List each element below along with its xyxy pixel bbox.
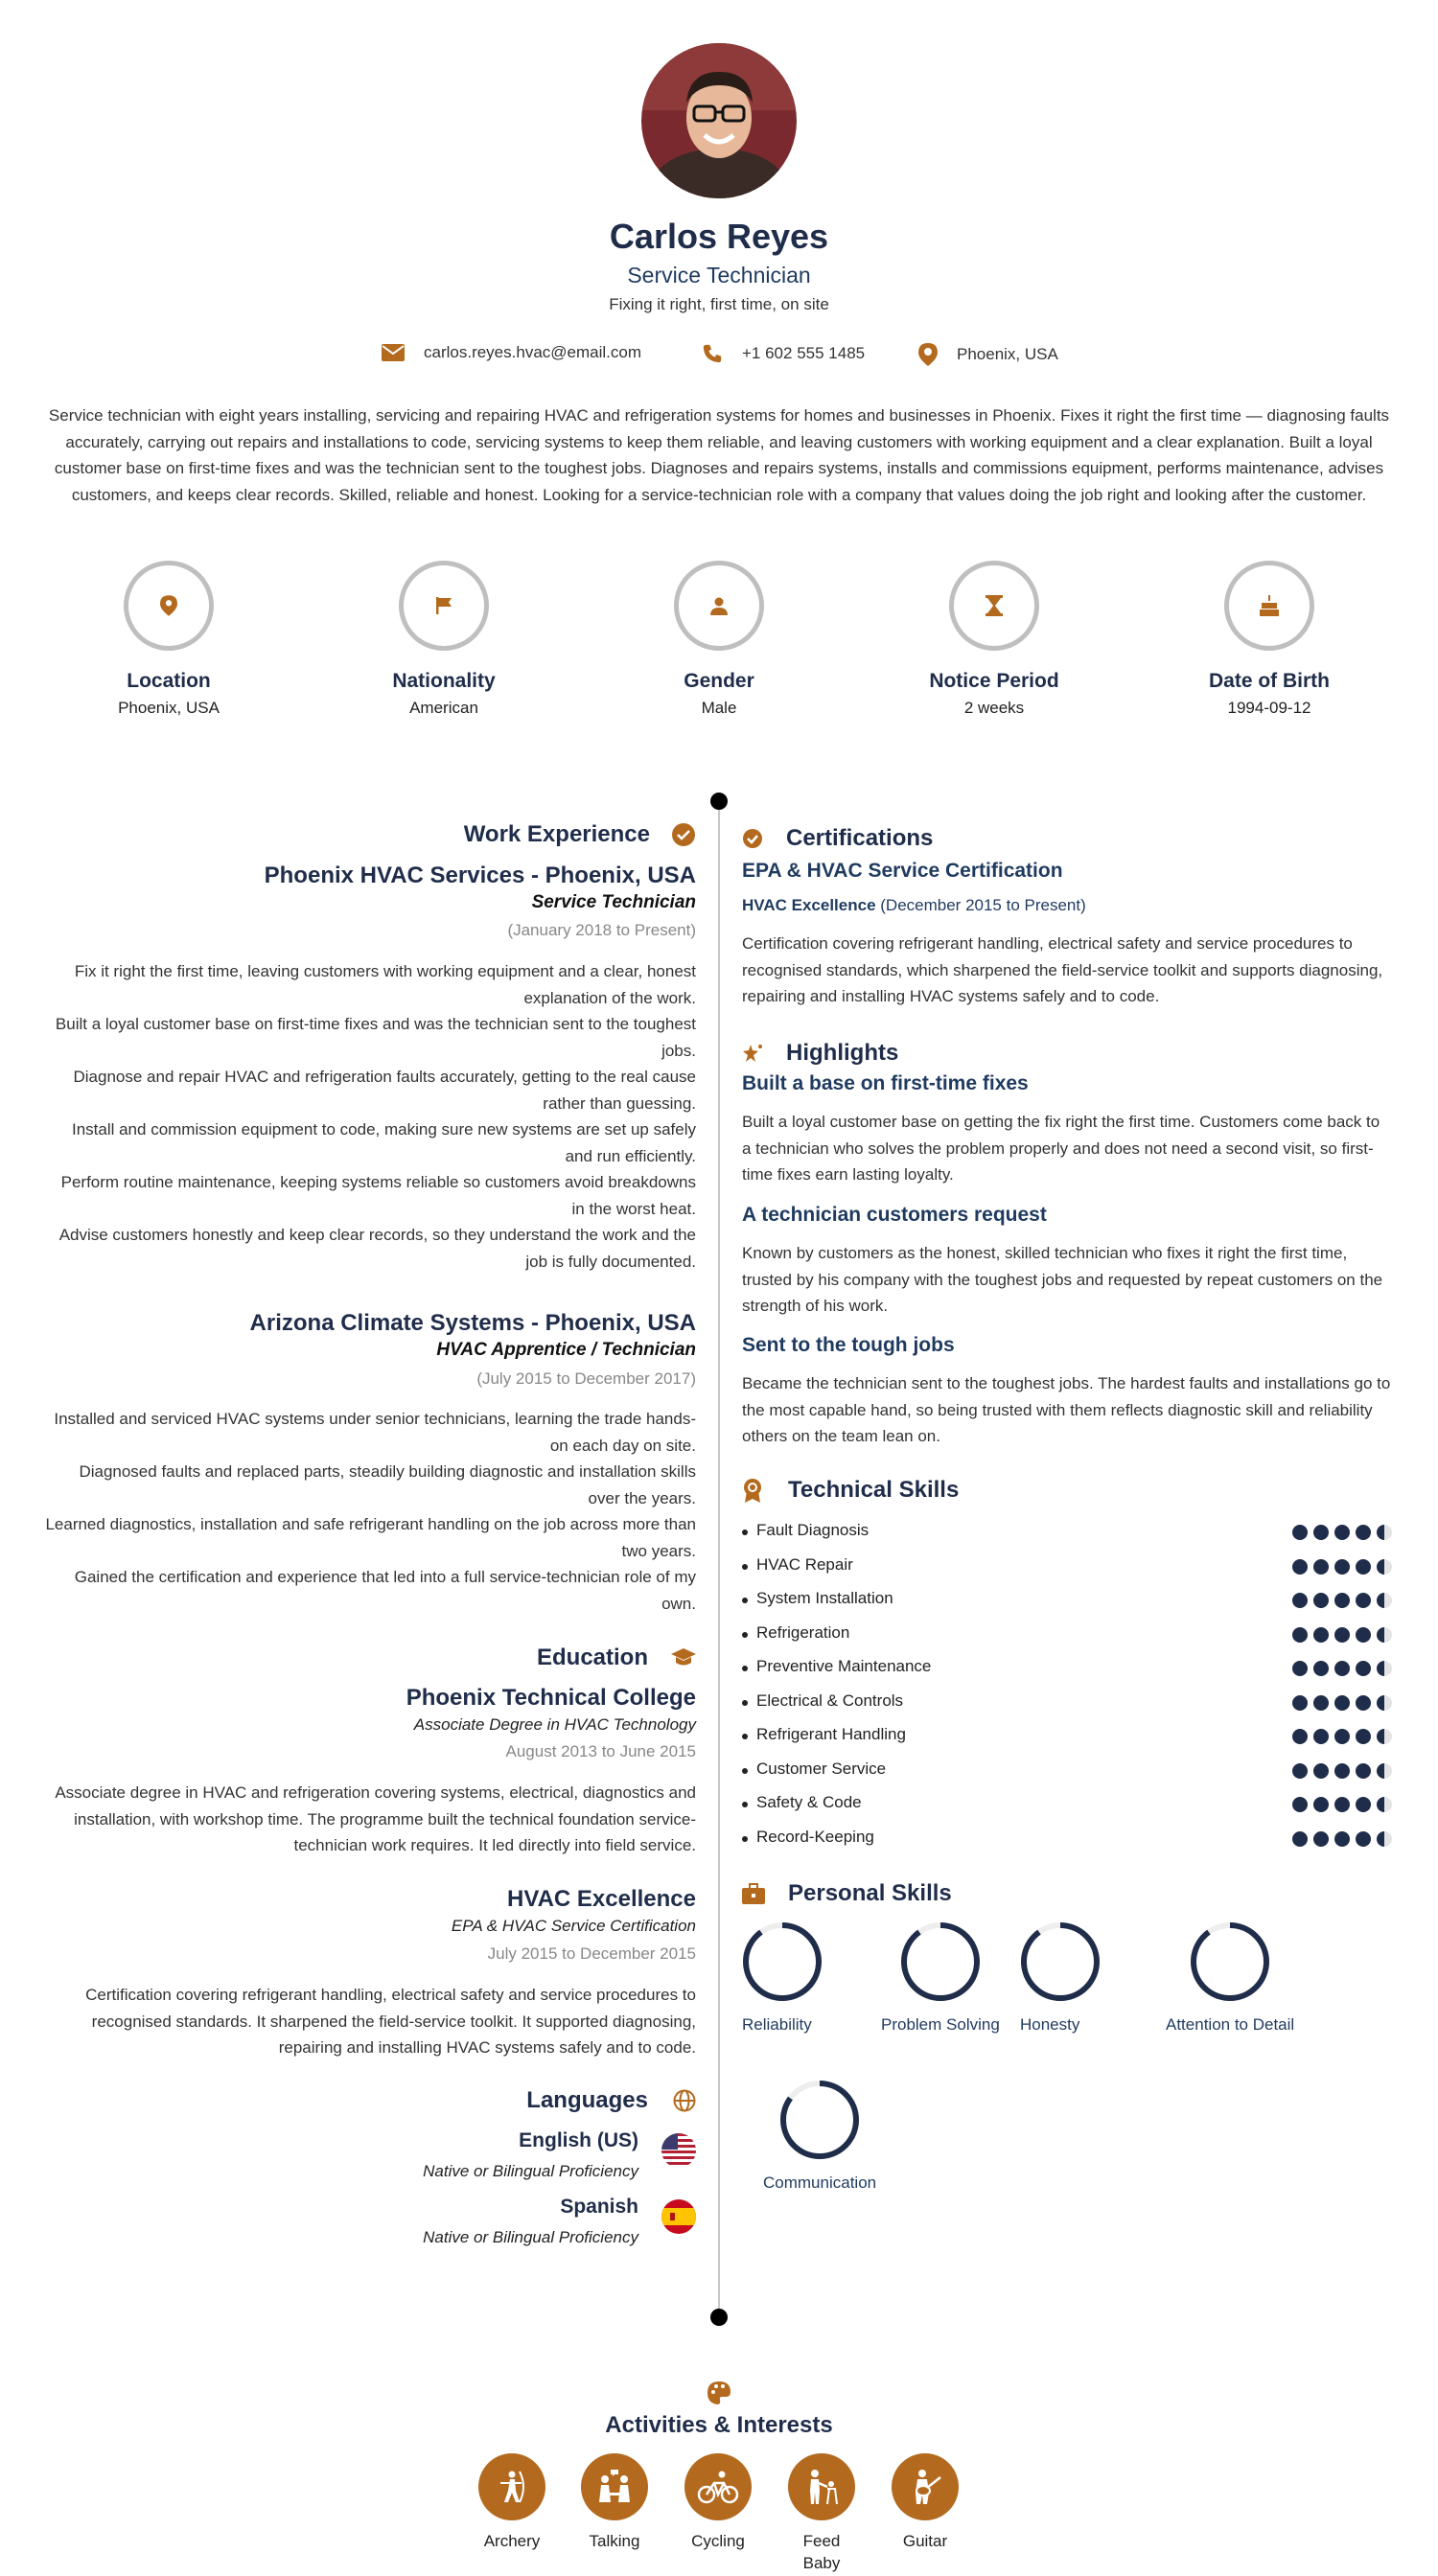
rating-dot [1377, 1559, 1392, 1575]
personal-skill [742, 1921, 823, 2035]
personal-skill-label: Attention to Detail [1166, 2015, 1295, 2034]
verified-badge-icon [671, 822, 696, 847]
education-dates: July 2015 to December 2015 [487, 1944, 696, 1963]
job-dates: (July 2015 to December 2017) [476, 1369, 696, 1388]
fact-value: Phoenix, USA [118, 699, 220, 717]
fact-gender [623, 561, 815, 718]
section-title: Technical Skills [788, 1477, 960, 1503]
skill-name: Fault Diagnosis [756, 1521, 870, 1539]
job-organization: Phoenix HVAC Services - Phoenix, USA [264, 862, 696, 888]
avatar [641, 43, 797, 198]
fact-location [73, 561, 265, 718]
phone-icon [702, 343, 723, 364]
job-bullet: Perform routine maintenance, keeping systems reliable so customers avoid breakdowns in the worst heat. [60, 1173, 696, 1218]
rating-dot [1377, 1525, 1392, 1540]
bullet-dot [742, 1530, 748, 1535]
rating-dot [1377, 1695, 1392, 1711]
phone-text: +1 602 555 1485 [742, 344, 866, 362]
rating-dot [1334, 1831, 1350, 1847]
rating-dot [1313, 1695, 1329, 1711]
rating-dot [1292, 1695, 1308, 1711]
fact-label: Date of Birth [1209, 670, 1330, 692]
technical-skill-row [742, 1793, 1392, 1816]
palette-icon [707, 2380, 731, 2405]
rating-dot [1334, 1729, 1350, 1744]
hourglass-icon [986, 595, 1003, 616]
rating-dot [1292, 1593, 1308, 1608]
personal-skill-label: Problem Solving [881, 2015, 1000, 2034]
technical-skill-row [742, 1657, 1392, 1680]
rating-dot [1292, 1627, 1308, 1643]
rating-dot [1313, 1593, 1329, 1608]
highlight-text: Known by customers as the honest, skilled technician who fixes it right the first time, trusted by his company with the toughest jobs and requested by repeat customers on the strength of his work. [742, 1244, 1383, 1315]
contact-bar [0, 343, 1438, 372]
skill-name: Customer Service [756, 1759, 887, 1778]
location-contact [918, 343, 1058, 366]
activity-label: Archery [483, 2532, 541, 2550]
technical-skill-row [742, 1725, 1392, 1748]
skill-ring [900, 1921, 981, 2002]
fact-label: Gender [684, 670, 754, 692]
rating-dot [1313, 1661, 1329, 1676]
skill-rating [1292, 1627, 1392, 1643]
activity-label: Feed Baby [802, 2532, 841, 2572]
rating-dot [1334, 1559, 1350, 1575]
job-position: HVAC Apprentice / Technician [436, 1340, 696, 1360]
education-dates: August 2013 to June 2015 [505, 1742, 696, 1760]
technical-skill-row [742, 1589, 1392, 1612]
certification-dates: (December 2015 to Present) [880, 896, 1086, 914]
bullet-dot [742, 1598, 748, 1603]
rating-dot [1292, 1559, 1308, 1575]
job-bullet: Built a loyal customer base on first-time fixes and was the technician sent to the toughest jobs. [55, 1015, 696, 1060]
bullet-dot [742, 1632, 748, 1638]
activity-label: Cycling [691, 2532, 745, 2550]
rating-dot [1377, 1627, 1392, 1643]
skill-ring [742, 1921, 823, 2002]
rating-dot [1292, 1661, 1308, 1676]
rating-dot [1292, 1763, 1308, 1779]
rating-dot [1313, 1559, 1329, 1575]
tagline: Fixing it right, first time, on site [609, 295, 829, 313]
skill-rating [1292, 1661, 1392, 1676]
activity-talking [576, 2453, 653, 2552]
skill-rating [1292, 1559, 1392, 1575]
graduation-cap-icon [671, 1648, 696, 1668]
section-title: Certifications [786, 825, 934, 851]
section-title: Personal Skills [788, 1880, 952, 1906]
education-description: Certification covering refrigerant handling, electrical safety and service procedures to recognised standards. It sharpened the field-service toolkit. It supported diagnosing, repairing and installing HVAC systems safely and to code. [85, 1986, 696, 2057]
rating-dot [1356, 1763, 1371, 1779]
briefcase-icon [742, 1883, 765, 1904]
bullet-dot [742, 1802, 748, 1807]
skill-rating [1292, 1797, 1392, 1812]
rating-dot [1313, 1831, 1329, 1847]
fact-value: American [409, 699, 478, 717]
job-dates: (January 2018 to Present) [507, 921, 696, 939]
rating-dot [1313, 1797, 1329, 1812]
job-bullet: Install and commission equipment to code, making sure new systems are set up safely and run efficiently. [71, 1120, 696, 1165]
skill-name: Refrigeration [756, 1622, 850, 1642]
feed-baby-icon [802, 2468, 841, 2506]
language-name: Spanish [560, 2196, 638, 2218]
phone-contact[interactable] [702, 343, 865, 364]
rating-dot [1313, 1525, 1329, 1540]
rating-dot [1377, 1729, 1392, 1744]
rating-dot [1334, 1627, 1350, 1643]
map-pin-icon [918, 343, 938, 366]
skill-rating [1292, 1729, 1392, 1744]
personal-skill [763, 2080, 876, 2193]
rating-dot [1292, 1525, 1308, 1540]
rating-dot [1356, 1831, 1371, 1847]
bullet-dot [742, 1768, 748, 1774]
rating-dot [1377, 1661, 1392, 1676]
location-text: Phoenix, USA [957, 345, 1058, 363]
skill-rating [1292, 1525, 1392, 1540]
skill-name: Electrical & Controls [756, 1690, 904, 1710]
personal-skill-label: Communication [763, 2174, 877, 2192]
fact-label: Location [127, 670, 211, 692]
certification-issuer-line [742, 896, 1392, 915]
sparkle-icon [742, 1043, 763, 1064]
technical-skill-row [742, 1828, 1392, 1851]
rating-dot [1356, 1729, 1371, 1744]
personal-skill-label: Honesty [1020, 2015, 1080, 2034]
rating-dot [1356, 1525, 1371, 1540]
certifications-heading [742, 825, 1392, 852]
rating-dot [1334, 1525, 1350, 1540]
fact-label: Nationality [392, 670, 496, 692]
skill-name: Refrigerant Handling [756, 1725, 906, 1743]
personal-skills-heading [742, 1880, 1392, 1907]
personal-skill [881, 1921, 1000, 2035]
rating-dot [1377, 1763, 1392, 1779]
rating-dot [1356, 1593, 1371, 1608]
rating-dot [1313, 1763, 1329, 1779]
technical-skills-heading [742, 1477, 1392, 1504]
education-institution: HVAC Excellence [507, 1886, 696, 1912]
technical-skill-row [742, 1623, 1392, 1646]
technical-skill-row [742, 1521, 1392, 1544]
fact-notice-period [898, 561, 1090, 718]
job-bullet: Installed and serviced HVAC systems under senior technicians, learning the trade hands-on each day on site. [54, 1410, 696, 1455]
job-bullets [44, 958, 696, 1275]
section-title: Education [536, 1644, 648, 1670]
timeline-dot-top [710, 793, 728, 810]
job-organization: Arizona Climate Systems - Phoenix, USA [249, 1310, 696, 1336]
job-bullet: Learned diagnostics, installation and safe refrigerant handling on the job across more than two years. [45, 1515, 696, 1560]
certification-issuer: HVAC Excellence [742, 896, 876, 914]
personal-skill [1020, 1921, 1101, 2035]
technical-skill-row [742, 1691, 1392, 1714]
section-title: Work Experience [463, 821, 650, 847]
bullet-dot [742, 1700, 748, 1706]
certificate-badge-icon [742, 828, 763, 849]
activities-title: Activities & Interests [605, 2412, 833, 2438]
job-bullet: Diagnose and repair HVAC and refrigeration faults accurately, getting to the real cause rather than guessing. [73, 1068, 696, 1113]
skill-name: Preventive Maintenance [756, 1657, 932, 1675]
fact-nationality [348, 561, 540, 718]
section-title: Languages [526, 2087, 648, 2113]
rating-dot [1356, 1627, 1371, 1643]
rating-dot [1356, 1797, 1371, 1812]
map-pin-icon [160, 595, 177, 616]
rating-dot [1356, 1661, 1371, 1676]
rating-dot [1356, 1559, 1371, 1575]
job-bullet: Advise customers honestly and keep clear records, so they understand the work and the job is fully documented. [58, 1226, 696, 1271]
candidate-name: Carlos Reyes [609, 217, 829, 256]
skill-name: Record-Keeping [756, 1827, 874, 1846]
language-level: Native or Bilingual Proficiency [423, 2162, 638, 2180]
fact-value: 2 weeks [963, 699, 1025, 717]
technical-skill-row [742, 1555, 1392, 1578]
skill-name: HVAC Repair [756, 1554, 853, 1574]
rating-dot [1377, 1797, 1392, 1812]
personal-skill-label: Reliability [742, 2015, 812, 2034]
education-degree: Associate Degree in HVAC Technology [413, 1715, 696, 1734]
spain-flag-icon [661, 2199, 696, 2234]
email-text: carlos.reyes.hvac@email.com [424, 343, 641, 361]
section-title: Highlights [786, 1040, 899, 1066]
technical-skill-row [742, 1760, 1392, 1782]
highlight-heading: Sent to the tough jobs [742, 1334, 955, 1356]
bullet-dot [742, 1666, 748, 1671]
education-institution: Phoenix Technical College [406, 1685, 696, 1711]
skill-rating [1292, 1695, 1392, 1711]
language-name: English (US) [519, 2129, 638, 2151]
rating-dot [1334, 1797, 1350, 1812]
fact-label: Notice Period [929, 670, 1059, 692]
certification-name: EPA & HVAC Service Certification [742, 860, 1063, 882]
job-bullet: Diagnosed faults and replaced parts, steadily building diagnostic and installation skills over the years. [79, 1462, 696, 1507]
job-title: Service Technician [627, 263, 811, 288]
work-experience-heading [464, 821, 696, 848]
cake-icon [1259, 595, 1280, 616]
flag-icon [434, 596, 453, 615]
timeline-dot-bottom [710, 2309, 728, 2326]
rating-dot [1356, 1695, 1371, 1711]
rating-dot [1313, 1627, 1329, 1643]
languages-heading [526, 2087, 696, 2114]
fact-value: 1994-09-12 [1227, 699, 1311, 717]
job-position: Service Technician [531, 892, 696, 912]
talking-icon [594, 2468, 635, 2506]
bullet-dot [742, 1564, 748, 1570]
activity-feed-baby [783, 2453, 860, 2574]
highlight-text: Became the technician sent to the toughest jobs. The hardest faults and installations go to the most capable hand, so being trusted with them reflects diagnostic skill and reliability others on the team lean on. [742, 1374, 1391, 1445]
skill-name: System Installation [756, 1589, 893, 1607]
job-bullets [44, 1406, 696, 1617]
award-ribbon-icon [742, 1478, 763, 1503]
bullet-dot [742, 1836, 748, 1842]
activity-archery [474, 2453, 550, 2552]
cycling-icon [697, 2470, 739, 2504]
rating-dot [1377, 1593, 1392, 1608]
bullet-dot [742, 1734, 748, 1739]
education-degree: EPA & HVAC Service Certification [451, 1917, 696, 1935]
timeline-line [718, 801, 720, 2317]
skill-ring [1020, 1921, 1101, 2002]
fact-value: Male [701, 699, 737, 717]
rating-dot [1377, 1831, 1392, 1847]
rating-dot [1313, 1729, 1329, 1744]
job-bullet: Gained the certification and experience that led into a full service-technician role of my own. [74, 1568, 696, 1613]
skill-ring [1190, 1921, 1270, 2002]
person-icon [709, 596, 729, 615]
rating-dot [1292, 1831, 1308, 1847]
skill-rating [1292, 1763, 1392, 1779]
certification-description: Certification covering refrigerant handling, electrical safety and service procedures to recognised standards, which sharpened the field-service toolkit and supports diagnosing, repairing and installing HVAC systems safely and to code. [742, 934, 1383, 1005]
rating-dot [1334, 1763, 1350, 1779]
activity-guitar [887, 2453, 963, 2552]
email-contact[interactable] [382, 343, 641, 362]
us-flag-icon [661, 2133, 696, 2168]
education-heading [537, 1644, 696, 1671]
fact-date-of-birth [1173, 561, 1365, 718]
rating-dot [1292, 1729, 1308, 1744]
activity-label: Guitar [902, 2532, 948, 2550]
highlights-heading [742, 1040, 1392, 1067]
email-icon [382, 343, 405, 362]
job-bullet: Fix it right the first time, leaving customers with working equipment and a clear, honest explanation of the work. [74, 962, 696, 1007]
highlight-heading: A technician customers request [742, 1204, 1047, 1226]
globe-icon [673, 2089, 696, 2112]
personal-skill [1166, 1921, 1294, 2035]
language-level: Native or Bilingual Proficiency [423, 2228, 638, 2246]
education-description: Associate degree in HVAC and refrigeration covering systems, electrical, diagnostics and installation, with workshop time. The programme built the technical foundation service-technician work requires. It led directly into field service. [55, 1783, 696, 1854]
rating-dot [1292, 1797, 1308, 1812]
highlight-heading: Built a base on first-time fixes [742, 1072, 1029, 1094]
profile-summary: Service technician with eight years installing, servicing and repairing HVAC and refrigeration systems for homes and businesses in Phoenix. Fixes it right the first time — diagnosing faults accurately, carrying out repairs and installations to code, servicing systems to keep them reliable, and leaving customers with working equipment and a clear explanation. Built a loyal customer base on first-time fixes and was the technician sent to the toughest jobs. Diagnoses and repairs systems, installs and commissions equipment, performs maintenance, advises customers, and keeps clear records. Skilled, reliable and honest. Looking for a service-technician role with a company that values doing the job right and looking after the customer. [48, 406, 1390, 504]
rating-dot [1334, 1695, 1350, 1711]
rating-dot [1334, 1661, 1350, 1676]
skill-name: Safety & Code [756, 1793, 862, 1811]
archery-icon [493, 2468, 531, 2506]
activity-label: Talking [589, 2532, 640, 2550]
rating-dot [1334, 1593, 1350, 1608]
guitar-icon [906, 2468, 944, 2506]
activity-cycling [680, 2453, 756, 2552]
skill-rating [1292, 1831, 1392, 1847]
highlight-text: Built a loyal customer base on getting the fix right the first time. Customers come back to a technician who solves the problem properly and does not need a second visit, so first-time fixes earn lasting loyalty. [742, 1113, 1380, 1184]
skill-ring [779, 2080, 860, 2160]
skill-rating [1292, 1593, 1392, 1608]
